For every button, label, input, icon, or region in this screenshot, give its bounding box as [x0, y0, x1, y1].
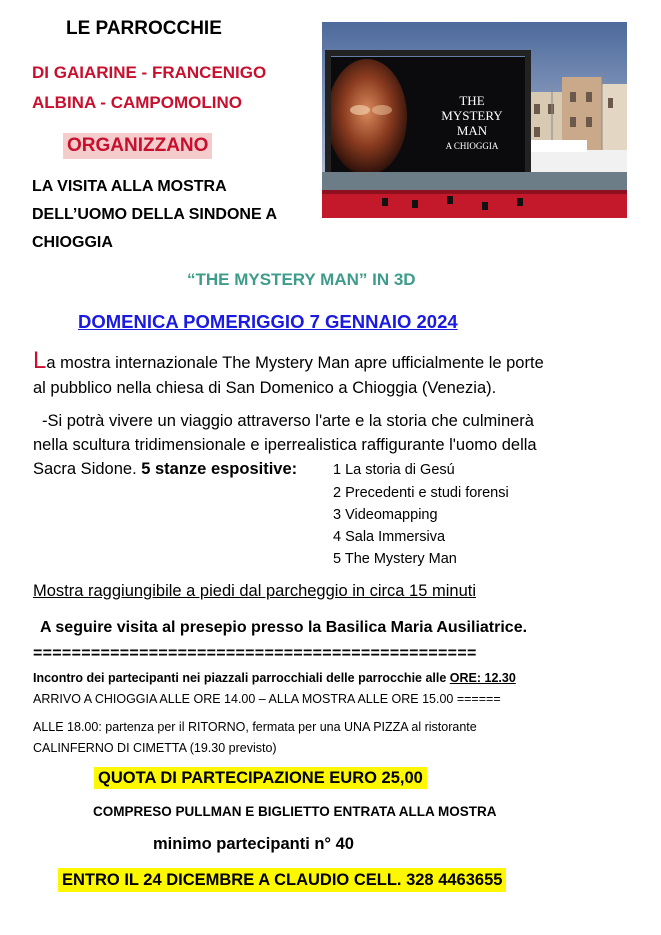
deadline-contact: ENTRO IL 24 DICEMBRE A CLAUDIO CELL. 328 4463655	[58, 868, 506, 892]
paragraph2-line3-plain: Sacra Sidone.	[33, 460, 137, 478]
poster-title-line3: MAN	[456, 123, 488, 138]
poster-title-line1: THE	[459, 93, 485, 108]
paragraph1-line1-text: a mostra internazionale The Mystery Man apre ufficialmente le porte	[46, 354, 544, 372]
return-line1: ALLE 18.00: partenza per il RITORNO, fermata per una UNA PIZZA al ristorante	[33, 720, 477, 734]
meeting-info	[33, 671, 516, 685]
meeting-text: Incontro dei partecipanti nei piazzali parrocchiali delle parrocchie alle	[33, 671, 450, 685]
arrival-info: ARRIVO A CHIOGGIA ALLE ORE 14.00 – ALLA MOSTRA ALLE ORE 15.00 ======	[33, 692, 501, 706]
visit-line2: DELL’UOMO DELLA SINDONE A	[32, 206, 278, 223]
paragraph2-line2: nella scultura tridimensionale e iperrealistica raffigurante l'uomo della	[33, 436, 537, 454]
rooms-heading: 5 stanze espositive:	[141, 460, 298, 478]
separator: ==============================================	[33, 645, 477, 662]
header-parishes-line1: DI GAIARINE - FRANCENIGO	[32, 63, 267, 82]
event-date: DOMENICA POMERIGGIO 7 GENNAIO 2024	[78, 311, 458, 332]
poster-title-line2: MYSTERY	[441, 108, 503, 123]
mystery-man-poster-photo	[322, 22, 627, 218]
event-subtitle: “THE MYSTERY MAN” IN 3D	[187, 270, 416, 289]
return-line2: CALINFERNO DI CIMETTA (19.30 previsto)	[33, 741, 277, 755]
room-item: 1 La storia di Gesú	[333, 462, 455, 478]
paragraph2-line1: -Si potrà vivere un viaggio attraverso l'arte e la storia che culminerà	[42, 412, 534, 430]
price-quota: QUOTA DI PARTECIPAZIONE EURO 25,00	[94, 767, 427, 789]
room-item: 4 Sala Immersiva	[333, 529, 446, 545]
visit-line3: CHIOGGIA	[32, 234, 113, 251]
meeting-time: ORE: 12.30	[449, 671, 516, 685]
paragraph2-line3	[33, 458, 297, 480]
visit-line1: LA VISITA ALLA MOSTRA	[32, 178, 227, 195]
included-note: COMPRESO PULLMAN E BIGLIETTO ENTRATA ALLA MOSTRA	[93, 804, 497, 819]
presepio-note: A seguire visita al presepio presso la Basilica Maria Ausiliatrice.	[40, 619, 528, 636]
room-item: 3 Videomapping	[333, 507, 438, 523]
organizzano-label: ORGANIZZANO	[63, 133, 212, 159]
paragraph1-line2: al pubblico nella chiesa di San Domenico a Chioggia (Venezia).	[33, 379, 497, 397]
minimum-participants: minimo partecipanti n° 40	[153, 835, 354, 853]
paragraph1-line1	[33, 347, 544, 374]
walk-note: Mostra raggiungibile a piedi dal parcheggio in circa 15 minuti	[33, 582, 477, 600]
room-item: 5 The Mystery Man	[333, 551, 457, 567]
poster-illustration	[322, 22, 627, 218]
drop-cap: L	[33, 347, 47, 374]
poster-title-line4: A CHIOGGIA	[445, 141, 499, 151]
room-item: 2 Precedenti e studi forensi	[333, 485, 509, 501]
header-parrocchie: LE PARROCCHIE	[66, 18, 222, 39]
header-parishes-line2: ALBINA - CAMPOMOLINO	[32, 93, 242, 112]
